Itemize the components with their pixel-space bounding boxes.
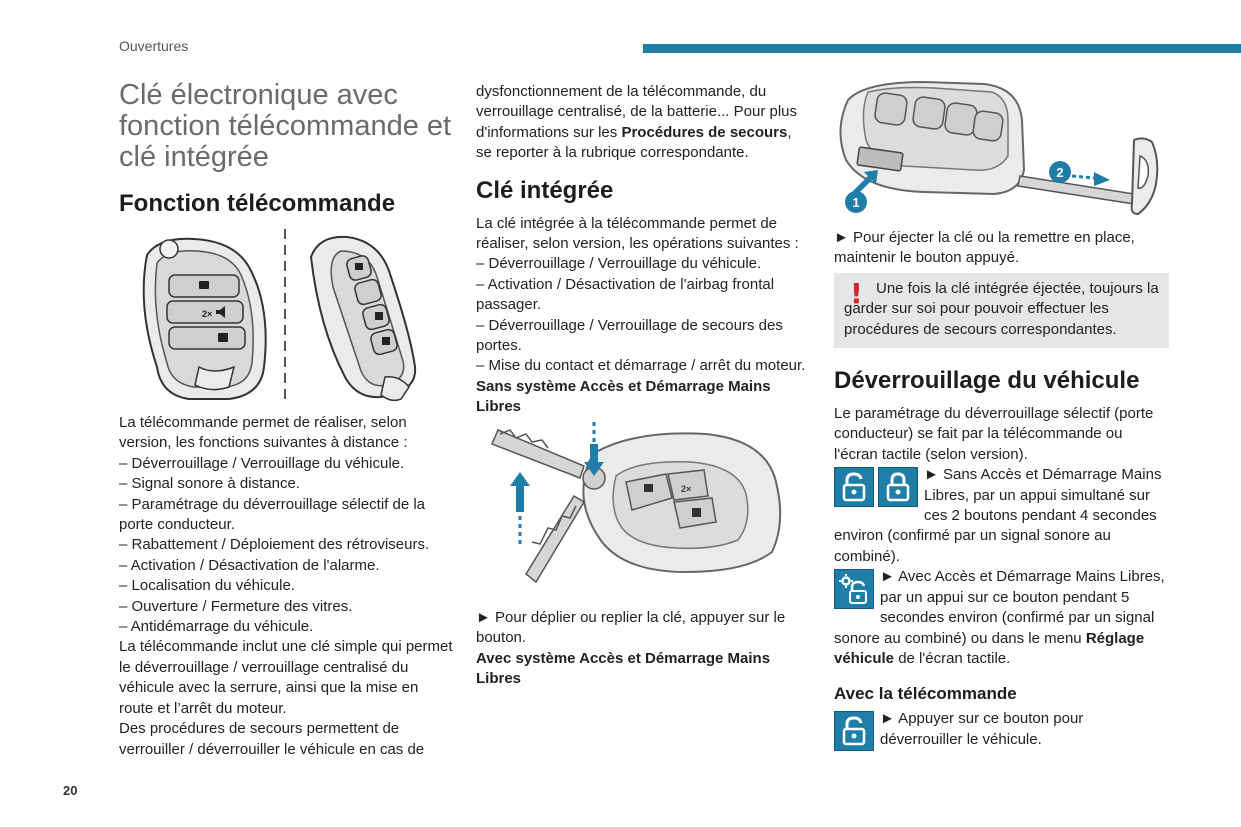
function-item: – Localisation du véhicule. <box>119 577 295 595</box>
remote-unlock-heading: Avec la télécommande <box>834 684 1017 704</box>
with-system-label <box>476 649 811 690</box>
step2-label: 2 <box>1056 165 1064 180</box>
backup-text-start: Des procédures de secours permettent de verrouiller / déverrouiller le véhicule en cas de <box>119 720 425 758</box>
remote-key-front <box>144 239 266 399</box>
warning-text: Une fois la clé intégrée éjectée, toujours la garder sur soi pour pouvoir effectuer les procédures de secours correspondantes. <box>844 279 1159 338</box>
key-blade-lower <box>526 496 584 582</box>
page-title: Clé électronique avec fonction télécommande et clé intégrée <box>119 79 452 173</box>
remote-unlock-text: ► Appuyer sur ce bouton pour déverrouiller le véhicule. <box>880 710 1084 748</box>
operation-item: – Mise du contact et démarrage / arrêt du moteur. <box>476 357 806 375</box>
without-access-text: ► Sans Accès et Démarrage Mains Libres, par un appui simultané sur ces 2 boutons pendant 4 secondes environ (confirmé par un signal sonore au combiné). <box>834 466 1162 565</box>
with-access-text <box>834 567 1169 669</box>
eject-key-figure <box>834 80 1169 220</box>
step1-label: 1 <box>852 195 860 210</box>
remote-keys-illustration <box>119 227 454 407</box>
vehicle-settings-menu: Réglage véhicule <box>834 629 1145 667</box>
column-2 <box>476 82 811 689</box>
backup-text-continued <box>476 82 811 164</box>
backup-procedures-link: Procédures de secours <box>621 123 788 141</box>
remote-keys-figure <box>119 227 454 407</box>
unlock-icon <box>834 467 874 507</box>
remote-intro: La télécommande permet de réaliser, selon version, les fonctions suivantes à distance : <box>119 414 408 452</box>
two-button-icons <box>834 467 918 507</box>
horn-label-left: 2× <box>202 309 213 319</box>
without-system-label <box>476 377 811 418</box>
flip-key-body <box>583 433 780 572</box>
remote-function-heading: Fonction télécommande <box>119 190 396 217</box>
column-1 <box>119 80 454 760</box>
column-3 <box>834 80 1169 751</box>
function-item: – Antidémarrage du véhicule. <box>119 618 314 636</box>
backup-text-cont: dysfonctionnement de la télécommande, du verrouillage centralisé, de la batterie... Pour plus d'informations sur les <box>476 83 798 141</box>
unlock-intro: Le paramétrage du déverrouillage sélectif (porte conducteur) se fait par la télécommande ou l'écran tactile (selon version). <box>834 405 1154 463</box>
function-item: – Signal sonore à distance. <box>119 475 300 493</box>
remote-key-side <box>311 237 415 400</box>
integrated-intro: La clé intégrée à la télécommande permet de réaliser, selon version, les opérations suivantes : <box>476 214 799 253</box>
with-access-block <box>834 567 1169 669</box>
function-item: – Déverrouillage / Verrouillage du véhicule. <box>119 454 405 472</box>
lock-icon <box>878 467 918 507</box>
horn-label-flip: 2× <box>681 483 692 494</box>
function-item: – Paramétrage du déverrouillage sélectif de la porte conducteur. <box>119 495 426 534</box>
warning-box <box>834 273 1169 348</box>
warning-icon: ! <box>850 276 863 310</box>
without-access-block <box>834 465 1169 567</box>
integrated-key-heading: Clé intégrée <box>476 176 614 204</box>
key-blade-upper <box>492 430 584 478</box>
step2-arrow <box>1094 172 1110 186</box>
remote-unlock-block <box>834 709 1169 751</box>
key-included-text: La télécommande inclut une clé simple qui permet le déverrouillage / verrouillage centralisé du véhicule avec la serrure, ainsi que la mise en route et l’arrêt du moteur. <box>119 638 453 717</box>
eject-key-illustration <box>834 80 1169 220</box>
backup-text-end: , se reporter à la rubrique correspondante. <box>476 123 792 162</box>
fold-instruction: ► Pour déplier ou replier la clé, appuyer sur le bouton. <box>476 608 786 647</box>
section-bar <box>643 44 1241 53</box>
operation-item: – Activation / Désactivation de l'airbag frontal passager. <box>476 275 775 314</box>
fold-arrow <box>510 472 530 512</box>
section-label: Ouvertures <box>119 38 189 54</box>
operation-item: – Déverrouillage / Verrouillage du véhicule. <box>476 255 762 273</box>
unlock-heading: Déverrouillage du véhicule <box>834 367 1140 395</box>
function-item: – Rabattement / Déploiement des rétroviseurs. <box>119 536 430 554</box>
function-item: – Activation / Désactivation de l'alarme. <box>119 556 380 574</box>
flip-key-illustration <box>476 422 811 600</box>
with-access-start: ► Avec Accès et Démarrage Mains Libres, par un appui sur ce bouton pendant 5 secondes environ (confirmé par un signal sonore au combiné) ou dans le menu <box>834 568 1165 647</box>
settings-unlock-icon <box>834 569 874 609</box>
operation-item: – Déverrouillage / Verrouillage de secours des portes. <box>476 316 783 355</box>
remote-unlock-icon-wrap <box>834 711 874 751</box>
with-access-end: de l'écran tactile. <box>894 649 1011 667</box>
flip-key-figure <box>476 422 811 600</box>
settings-icon-wrap <box>834 569 874 609</box>
page-number: 20 <box>63 783 78 798</box>
eject-instruction: ► Pour éjecter la clé ou la remettre en place, maintenir le bouton appuyé. <box>834 229 1135 267</box>
function-item: – Ouverture / Fermeture des vitres. <box>119 597 353 615</box>
remote-unlock-icon <box>834 711 874 751</box>
without-system-text: Sans système Accès et Démarrage Mains Libres <box>476 377 771 416</box>
with-system-text: Avec système Accès et Démarrage Mains Libres <box>476 649 771 687</box>
